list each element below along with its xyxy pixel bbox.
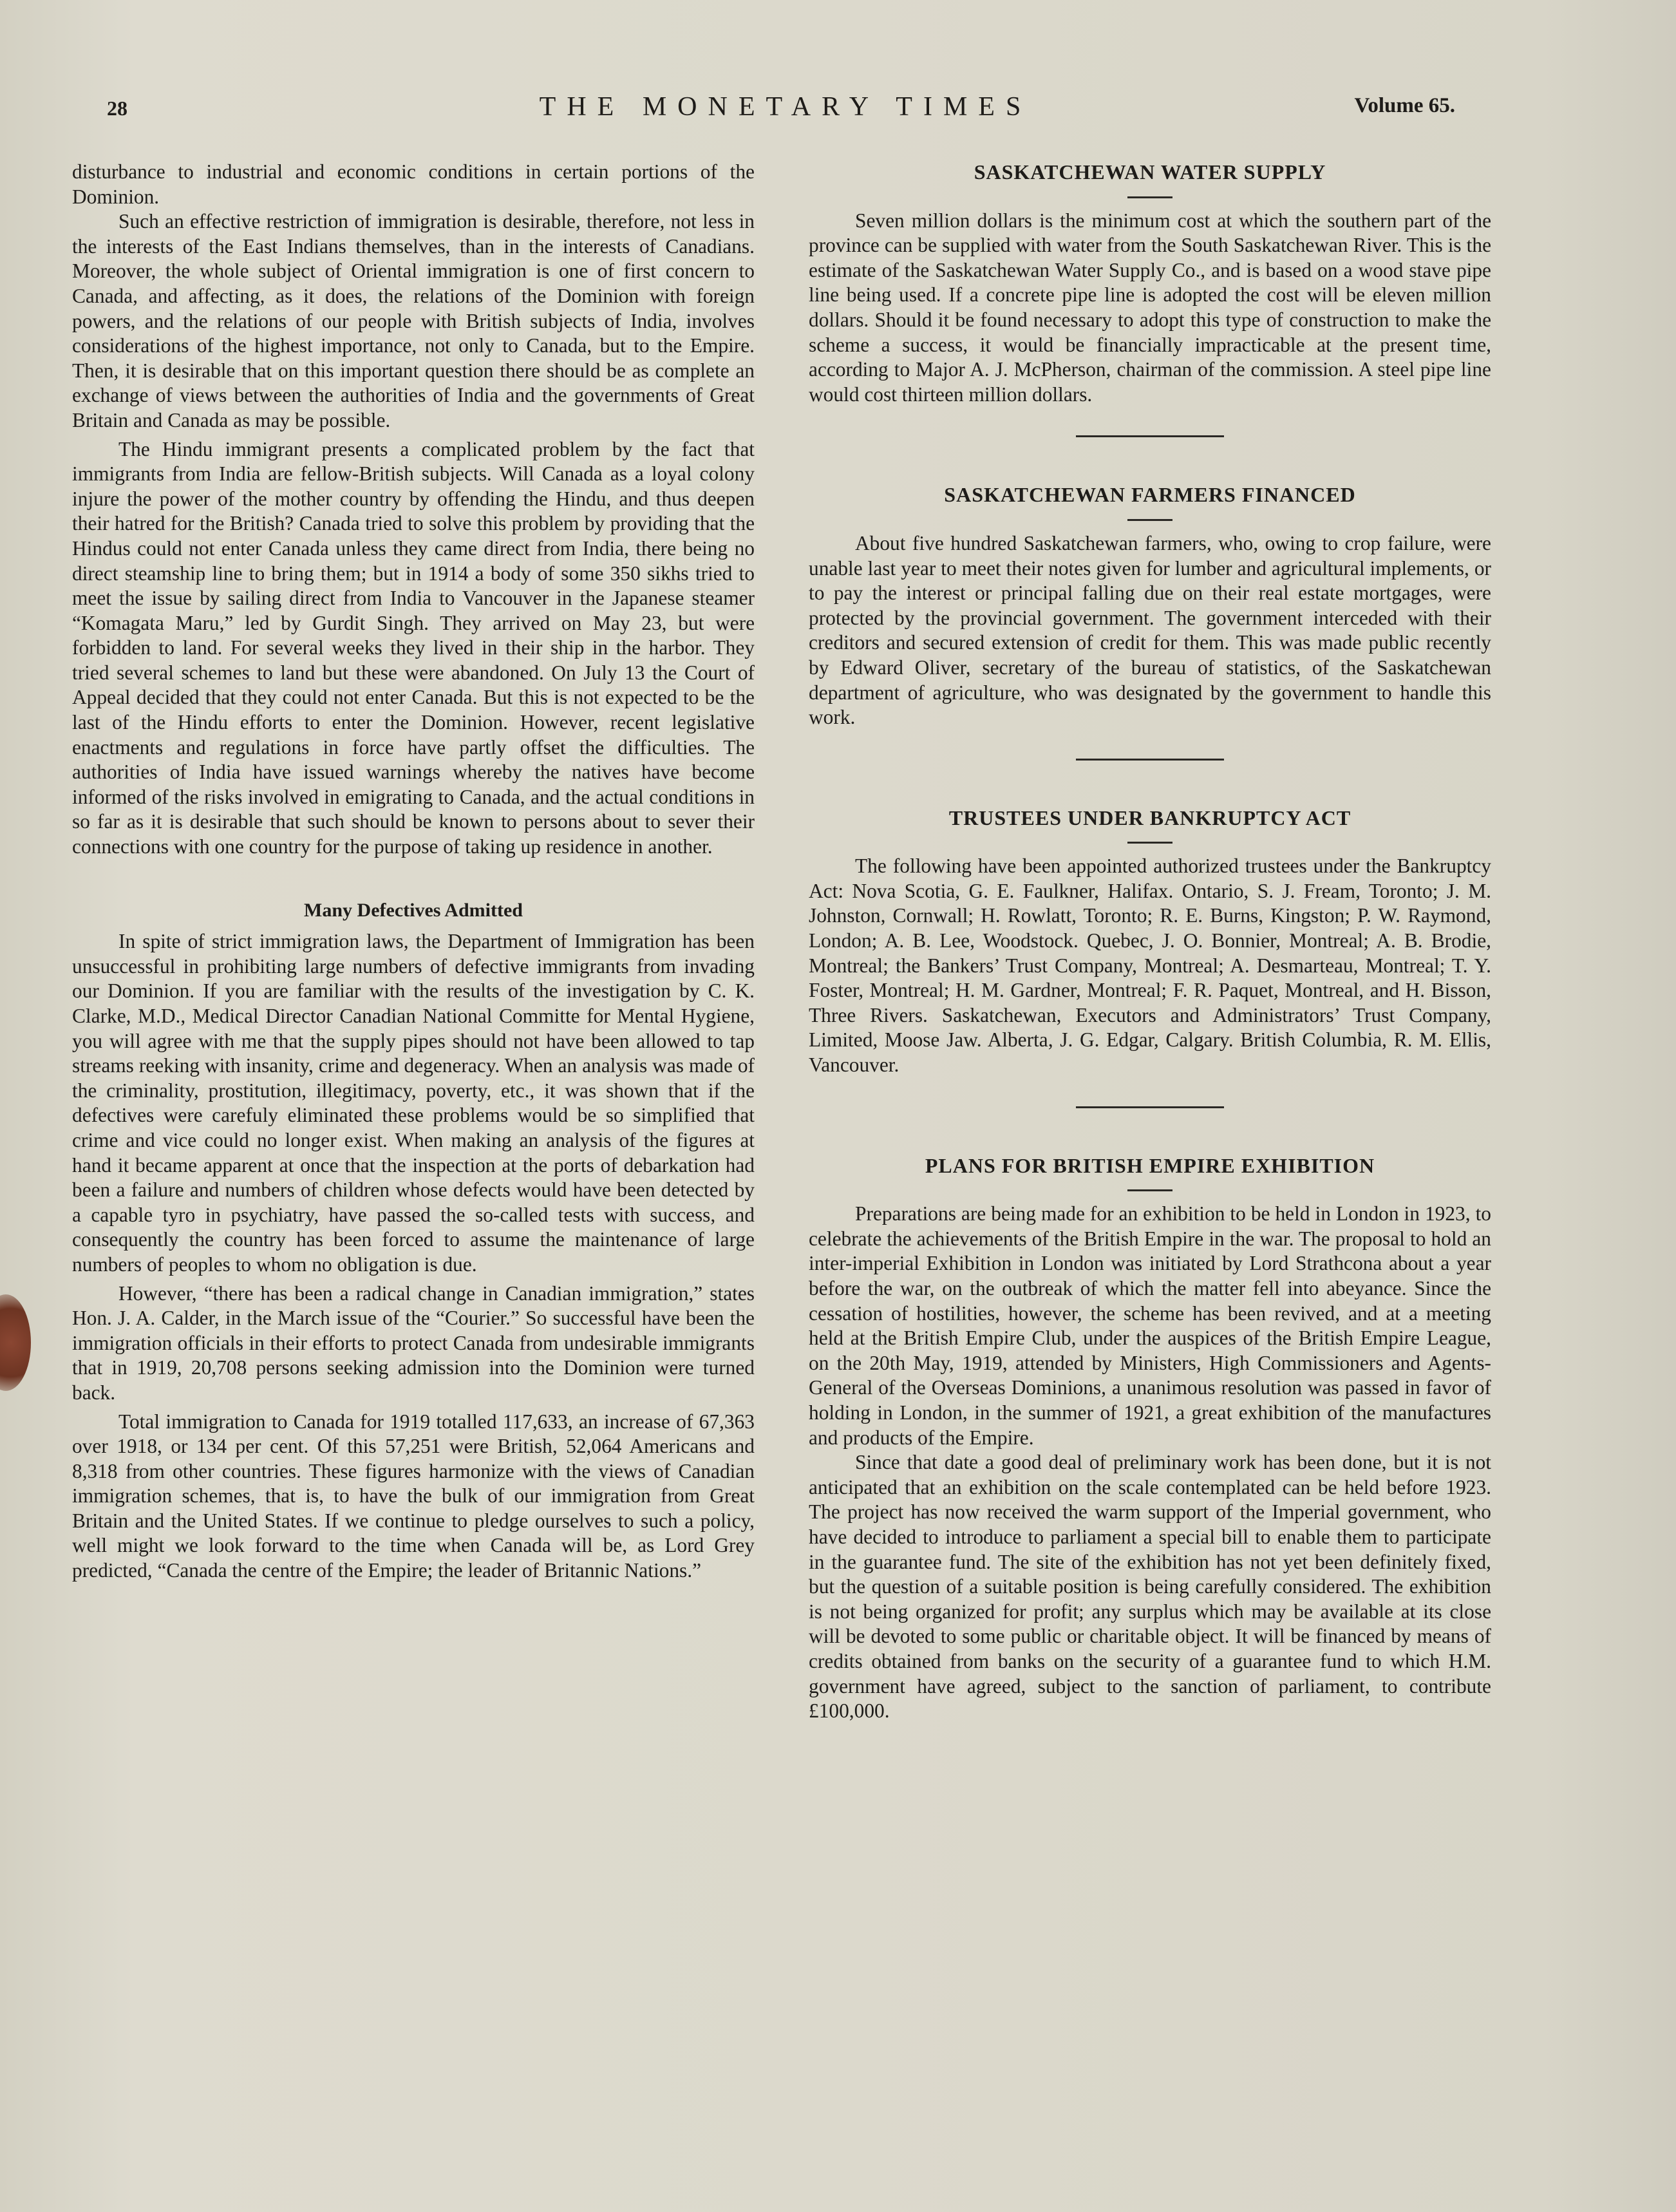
article-title: TRUSTEES UNDER BANKRUPTCY ACT [948,806,1351,829]
paragraph: Seven million dollars is the minimum cost at which the southern part of the province can be supplied with water from the South Saskatchewan River. This is the estimate of the Saskatchewan Water Supply Co., and is based on a wood stave pipe line being used. If a concrete pipe line is adopted the cost will be eleven million dollars. Should it be found necessary to adopt this type of construction to make the scheme a success, it would be financially impracticable at the present time, according to Major A. J. McPherson, chairman of the commission. A steel pipe line would cost thirteen million dollars. [809,209,1491,406]
paragraph: The following have been appointed authorized trustees under the Bankruptcy Act: Nova Scotia, G. E. Faulkner, Halifax. Ontario, S. J. Fream, Toronto; J. M. Johnston, Cornwall; H. Rowlatt, Toronto; R. E. Burns, Kingston; P. W. Raymond, London; A. B. Lee, Woodstock. Quebec, J. O. Bonnier, Montreal; A. B. Brodie, Montreal; the Bankers’ Trust Company, Montreal; A. Desmarteau, Montreal; T. Y. Foster, Montreal; H. M. Gardner, Montreal; F. R. Paquet, Montreal, and H. Bisson, Three Rivers. Saskatchewan, Executors and Administrators’ Trust Company, Limited, Moose Jaw. Alberta, J. G. Edgar, Calgary. British Columbia, R. M. Ellis, Vancouver. [809,855,1491,1077]
title-rule [1127,196,1172,198]
title-rule [1127,519,1172,521]
volume-label: Volume 65. [1354,94,1455,117]
article-title: PLANS FOR BRITISH EMPIRE EXHIBITION [925,1153,1375,1177]
left-column [72,160,755,1583]
article-divider [1076,1106,1224,1108]
title-rule [1127,842,1172,844]
page-stain [0,1294,31,1391]
page-header [103,91,1468,130]
paragraph: About five hundred Saskatchewan farmers, who, owing to crop failure, were unable last year to meet their notes given for lumber and agricultural implements, or to pay the interest or principal falling due on their real estate mortgages, were protected by the provincial government. The government interceded with their creditors and secured extension of credit for them. This was made public recently by Edward Oliver, secretary of the bureau of statistics, of the Saskatchewan department of agriculture, who was designated by the government to handle this work. [809,531,1491,729]
title-rule [1127,1189,1172,1191]
article-title: SASKATCHEWAN FARMERS FINANCED [944,483,1356,507]
page-number: 28 [107,97,127,120]
paragraph: The Hindu immigrant presents a complicated problem by the fact that immigrants from India are fellow-British subjects. Will Canada as a loyal colony injure the power of the mother country by offending the Hindu, and thus deepen their hatred for the British? Canada tried to solve this problem by providing that the Hindus could not enter Canada unless they came direct from India, there being no direct steamship line to bring them; but in 1914 a body of some 350 sikhs tried to meet the issue by sailing direct from India to Vancouver in the Japanese steamer “Komagata Maru,” led by Gurdit Singh. They arrived on May 23, but were forbidden to land. For several weeks they lived in their ship in the harbor. They tried several schemes to land but these were abandoned. On July 13 the Court of Appeal decided that they could not enter Canada. But this is not expected to be the last of the Hindu efforts to enter the Dominion. However, recent legislative enactments and regulations in force have partly offset the difficulties. The authorities of India have issued warnings whereby the natives have become informed of the risks involved in emigrating to Canada, and the actual conditions in so far as it is desirable that such should be known to persons about to sever their connections with one country for the purpose of taking up residence in another. [72,437,755,858]
paragraph: disturbance to industrial and economic conditions in certain portions of the Dominion. [72,160,755,208]
section-subheading: Many Defectives Admitted [304,899,523,921]
paragraph: Such an effective restriction of immigration is desirable, therefore, not less in the interests of the East Indians themselves, than in the interests of Canadians. Moreover, the whole subject of Oriental immigration is one of first concern to Canada, and affecting, as it does, the relations of the Dominion with foreign powers, and the relations of our people with British subjects of India, involves considerations of the highest importance, not only to Canada, but to the Empire. Then, it is desirable that on this important question there should be as complete an exchange of views between the authorities of India and the governments of Great Britain and Canada as may be possible. [72,210,755,431]
article-divider [1076,759,1224,761]
paragraph: In spite of strict immigration laws, the Department of Immigration has been unsuccessful in prohibiting large numbers of defective immigrants from invading our Dominion. If you are familiar with the results of the investigation by C. K. Clarke, M.D., Medical Director Canadian National Committe for Mental Hygiene, you will agree with me that the supply pipes should not have been allowed to tap streams reeking with insanity, crime and degeneracy. When an analysis was made of the criminality, prostitution, illegitimacy, poverty, etc., it was shown that if the defectives were carefuly eliminated these problems would be so simplified that crime and vice could no longer exist. When making an analysis of the figures at hand it became apparent at once that the inspection at the ports of debarkation had been a failure and numbers of children whose defects would have been detected by a capable tyro in psychiatry, have passed the so-called tests with success, and consequently the country has been forced to assume the maintenance of large numbers of peoples to whom no obligation is due. [72,930,755,1276]
paragraph: Total immigration to Canada for 1919 totalled 117,633, an increase of 67,363 over 1918, or 134 per cent. Of this 57,251 were British, 52,064 Americans and 8,318 from other countries. These figures harmonize with the views of Canadian immigration schemes, that is, to have the bulk of our immigration from Great Britain and the United States. If we continue to pledge ourselves to such a policy, well might we look forward to the time when Canada will be, as Lord Grey predicted, “Canada the centre of the Empire; the leader of Britannic Nations.” [72,1410,755,1582]
paragraph: However, “there has been a radical change in Canadian immigration,” states Hon. J. A. Calder, in the March issue of the “Courier.” So successful have been the immigration officials in their efforts to protect Canada from undesirable immigrants that in 1919, 20,708 persons seeking admission into the Dominion were turned back. [72,1281,755,1404]
paragraph: Since that date a good deal of preliminary work has been done, but it is not anticipated that an exhibition on the scale contemplated can be held before 1923. The project has now received the warm support of the Imperial government, who have decided to introduce to parliament a special bill to enable them to participate in the guarantee fund. The site of the exhibition has not yet been definitely fixed, but the question of a suitable position is being carefully considered. The exhibition is not being organized for profit; any surplus which may be available at its close will be devoted to some public or charitable object. It will be financed by means of credits obtained from banks on the security of a guarantee fund to which H.M. government have agreed, subject to the sanction of parliament, to contribute £100,000. [809,1451,1491,1723]
paragraph: Preparations are being made for an exhibition to be held in London in 1923, to celebrate the achievements of the British Empire in the war. The proposal to hold an inter-imperial Exhibition in London was initiated by Lord Strathcona about a year before the war, on the outbreak of which the matter fell into abeyance. Since the cessation of hostilities, however, the scheme has been revived, and at a meeting held at the British Empire Club, under the auspices of the British Empire League, on the 20th May, 1919, attended by Ministers, High Commissioners and Agents-General of the Overseas Dominions, a unanimous resolution was passed in favor of holding in London, in the summer of 1921, a great exhibition of the manufactures and products of the Empire. [809,1202,1491,1449]
article-divider [1076,435,1224,437]
article-title: SASKATCHEWAN WATER SUPPLY [974,160,1326,184]
journal-title: THE MONETARY TIMES [539,92,1032,122]
right-column [809,160,1491,1724]
